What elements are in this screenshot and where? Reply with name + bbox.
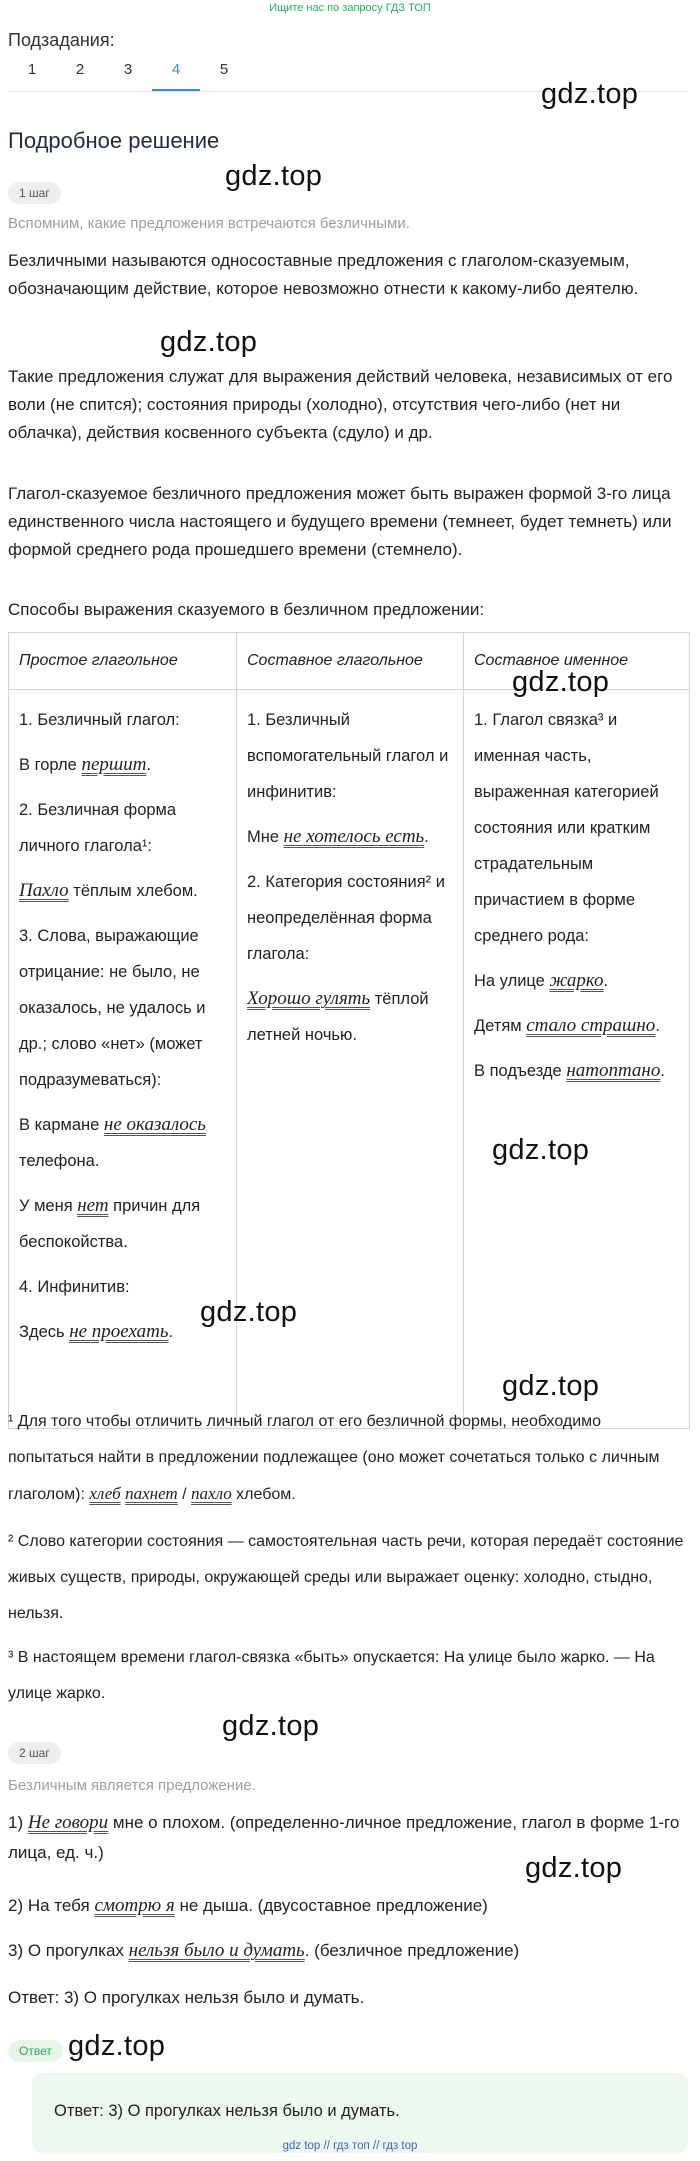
watermark: gdz.top [512,666,610,698]
option-3: 3) О прогулках нельзя было и думать. (безличное предложение) [8,1940,520,1961]
table-header-compound-nominal: Составное именное [464,633,690,690]
solution-heading: Подробное решение [8,128,220,153]
predicate: смотрю я [94,1895,175,1916]
footnote-1: ¹ Для того чтобы отличить личный глагол от его безличной формы, необходимо попытаться найти в предложении подлежащее (оно может сочетаться только с личным глаголом): хлеб пахнет / пахло хлебом. [8,1413,660,1503]
watermark: gdz.top [525,1852,623,1884]
tab-subtask-2[interactable]: 2 [75,61,85,78]
watermark: gdz.top [502,1370,600,1402]
option-2: 2) На тебя смотрю я не дыша. (двусоставное предложение) [8,1895,488,1916]
predicate-form-paragraph: Глагол-сказуемое безличного предложения может быть выражен формой 3-го лица единственного числа настоящего и будущего времени (темнеет, будет темнеть) или формой среднего рода прошедшего времени (стемнело). [8,484,672,559]
predicate: пахло [191,1484,232,1503]
tab-subtask-4[interactable]: 4 [152,60,200,91]
example: Детям стало страшно. [474,1015,660,1036]
table-header-compound-verbal: Составное глагольное [237,633,464,690]
predicate: не хотелось есть [283,826,425,847]
footnote-2: ² Слово категории состояния — самостоятельная часть речи, которая передаёт состояние живых существ, природы, окружающей среды или выражает оценку: холодно, стыдно, нельзя. [8,1533,684,1622]
predicate: не оказалось [103,1114,206,1135]
search-hint-banner: Ищите нас по запросу ГДЗ ТОП [269,2,431,14]
watermark: gdz.top [541,78,639,110]
example: В кармане не оказалось телефона. [19,1114,206,1170]
table-header-simple-verbal: Простое глагольное [9,633,237,690]
example: Пахло тёплым хлебом. [19,880,198,901]
predicate: Хорошо гулять [247,988,371,1009]
definition-paragraph: Безличными называются односоставные предложения с глаголом-сказуемым, обозначающим действие, которое невозможно отнести к какому-либо деятелю. [8,251,639,298]
predicate: нет [77,1195,109,1216]
predicate: не проехать [69,1321,169,1342]
usage-paragraph: Такие предложения служат для выражения действий человека, независимых от его воли (не спится); состояния природы (холодно), отсутствия чего-либо (нет ни облачка), действия косвенного субъекта (сдуло) и др. [8,367,673,442]
list-item: 3. Слова, выражающие отрицание: не было, не оказалось, не удалось и др.; слово «нет» (может подразумеваться): [19,927,206,1089]
bottom-links: gdz top // гдз топ // гдз top [282,2140,418,2152]
list-item: 2. Категория состояния² и неопределённая форма глагола: [247,873,445,963]
predicate: жарко [549,970,604,991]
list-item: 4. Инфинитив: [19,1278,130,1296]
step-1-hint: Вспомним, какие предложения встречаются безличными. [8,215,410,232]
list-item: 1. Глагол связка³ и именная часть, выраженная категорией состояния или кратким страдательным причастием в форме среднего рода: [474,711,659,945]
step-2-hint: Безличным является предложение. [8,1777,256,1794]
example: На улице жарко. [474,970,609,991]
option-1: 1) Не говори мне о плохом. (определенно-личное предложение, глагол в форме 1-го лица, ед. ч.) [8,1812,680,1862]
list-item: 2. Безличная форма личного глагола¹: [19,801,177,855]
tab-subtask-3[interactable]: 3 [123,61,133,78]
subtask-tabs [8,60,248,91]
predicate: Пахло [19,880,69,901]
footer-link[interactable]: гдз топ [333,2140,370,2152]
example: Здесь не проехать. [19,1321,174,1342]
footnote-3: ³ В настоящем времени глагол-связка «быть» опускается: На улице было жарко. — На улице жарко. [8,1649,655,1702]
table-cell-compound-nominal [464,690,690,1429]
tab-subtask-5[interactable]: 5 [219,61,229,78]
footer-link[interactable]: gdz top [282,2140,321,2152]
example: Мне не хотелось есть. [247,826,429,847]
watermark: gdz.top [222,1710,320,1742]
watermark: gdz.top [160,326,258,358]
list-item: 1. Безличный вспомогательный глагол и инфинитив: [247,711,449,801]
example: У меня нет причин для беспокойства. [19,1195,201,1251]
predicate-ways-table [8,632,690,1429]
subject-example: хлеб [89,1484,121,1503]
example: В горле першит. [19,754,152,775]
watermark: gdz.top [492,1134,590,1166]
footer-link[interactable]: гдз top [382,2140,418,2152]
answer-text: Ответ: 3) О прогулках нельзя было и думать. [54,2102,400,2120]
example: В подъезде натоптано. [474,1060,665,1081]
predicate: нельзя было и думать [128,1940,305,1961]
answer-badge: Ответ [8,2040,63,2062]
step-1-badge: 1 шаг [8,182,61,204]
tab-subtask-1[interactable]: 1 [27,61,37,78]
example: Хорошо гулять тёплой летней ночью. [247,988,429,1044]
step-2-answer: Ответ: 3) О прогулках нельзя было и думать. [8,1988,365,2007]
step-2-badge: 2 шаг [8,1742,61,1764]
predicate: стало страшно [526,1015,656,1036]
predicate: Не говори [27,1812,109,1833]
list-item: 1. Безличный глагол: [19,711,180,729]
predicate: пахнет [125,1484,178,1503]
watermark: gdz.top [225,160,323,192]
table-intro: Способы выражения сказуемого в безличном предложении: [8,600,485,619]
watermark: gdz.top [68,2030,166,2062]
watermark: gdz.top [200,1296,298,1328]
predicate: першит [81,754,147,775]
predicate: натоптано [566,1060,661,1081]
subtasks-label: Подзадания: [8,30,115,50]
